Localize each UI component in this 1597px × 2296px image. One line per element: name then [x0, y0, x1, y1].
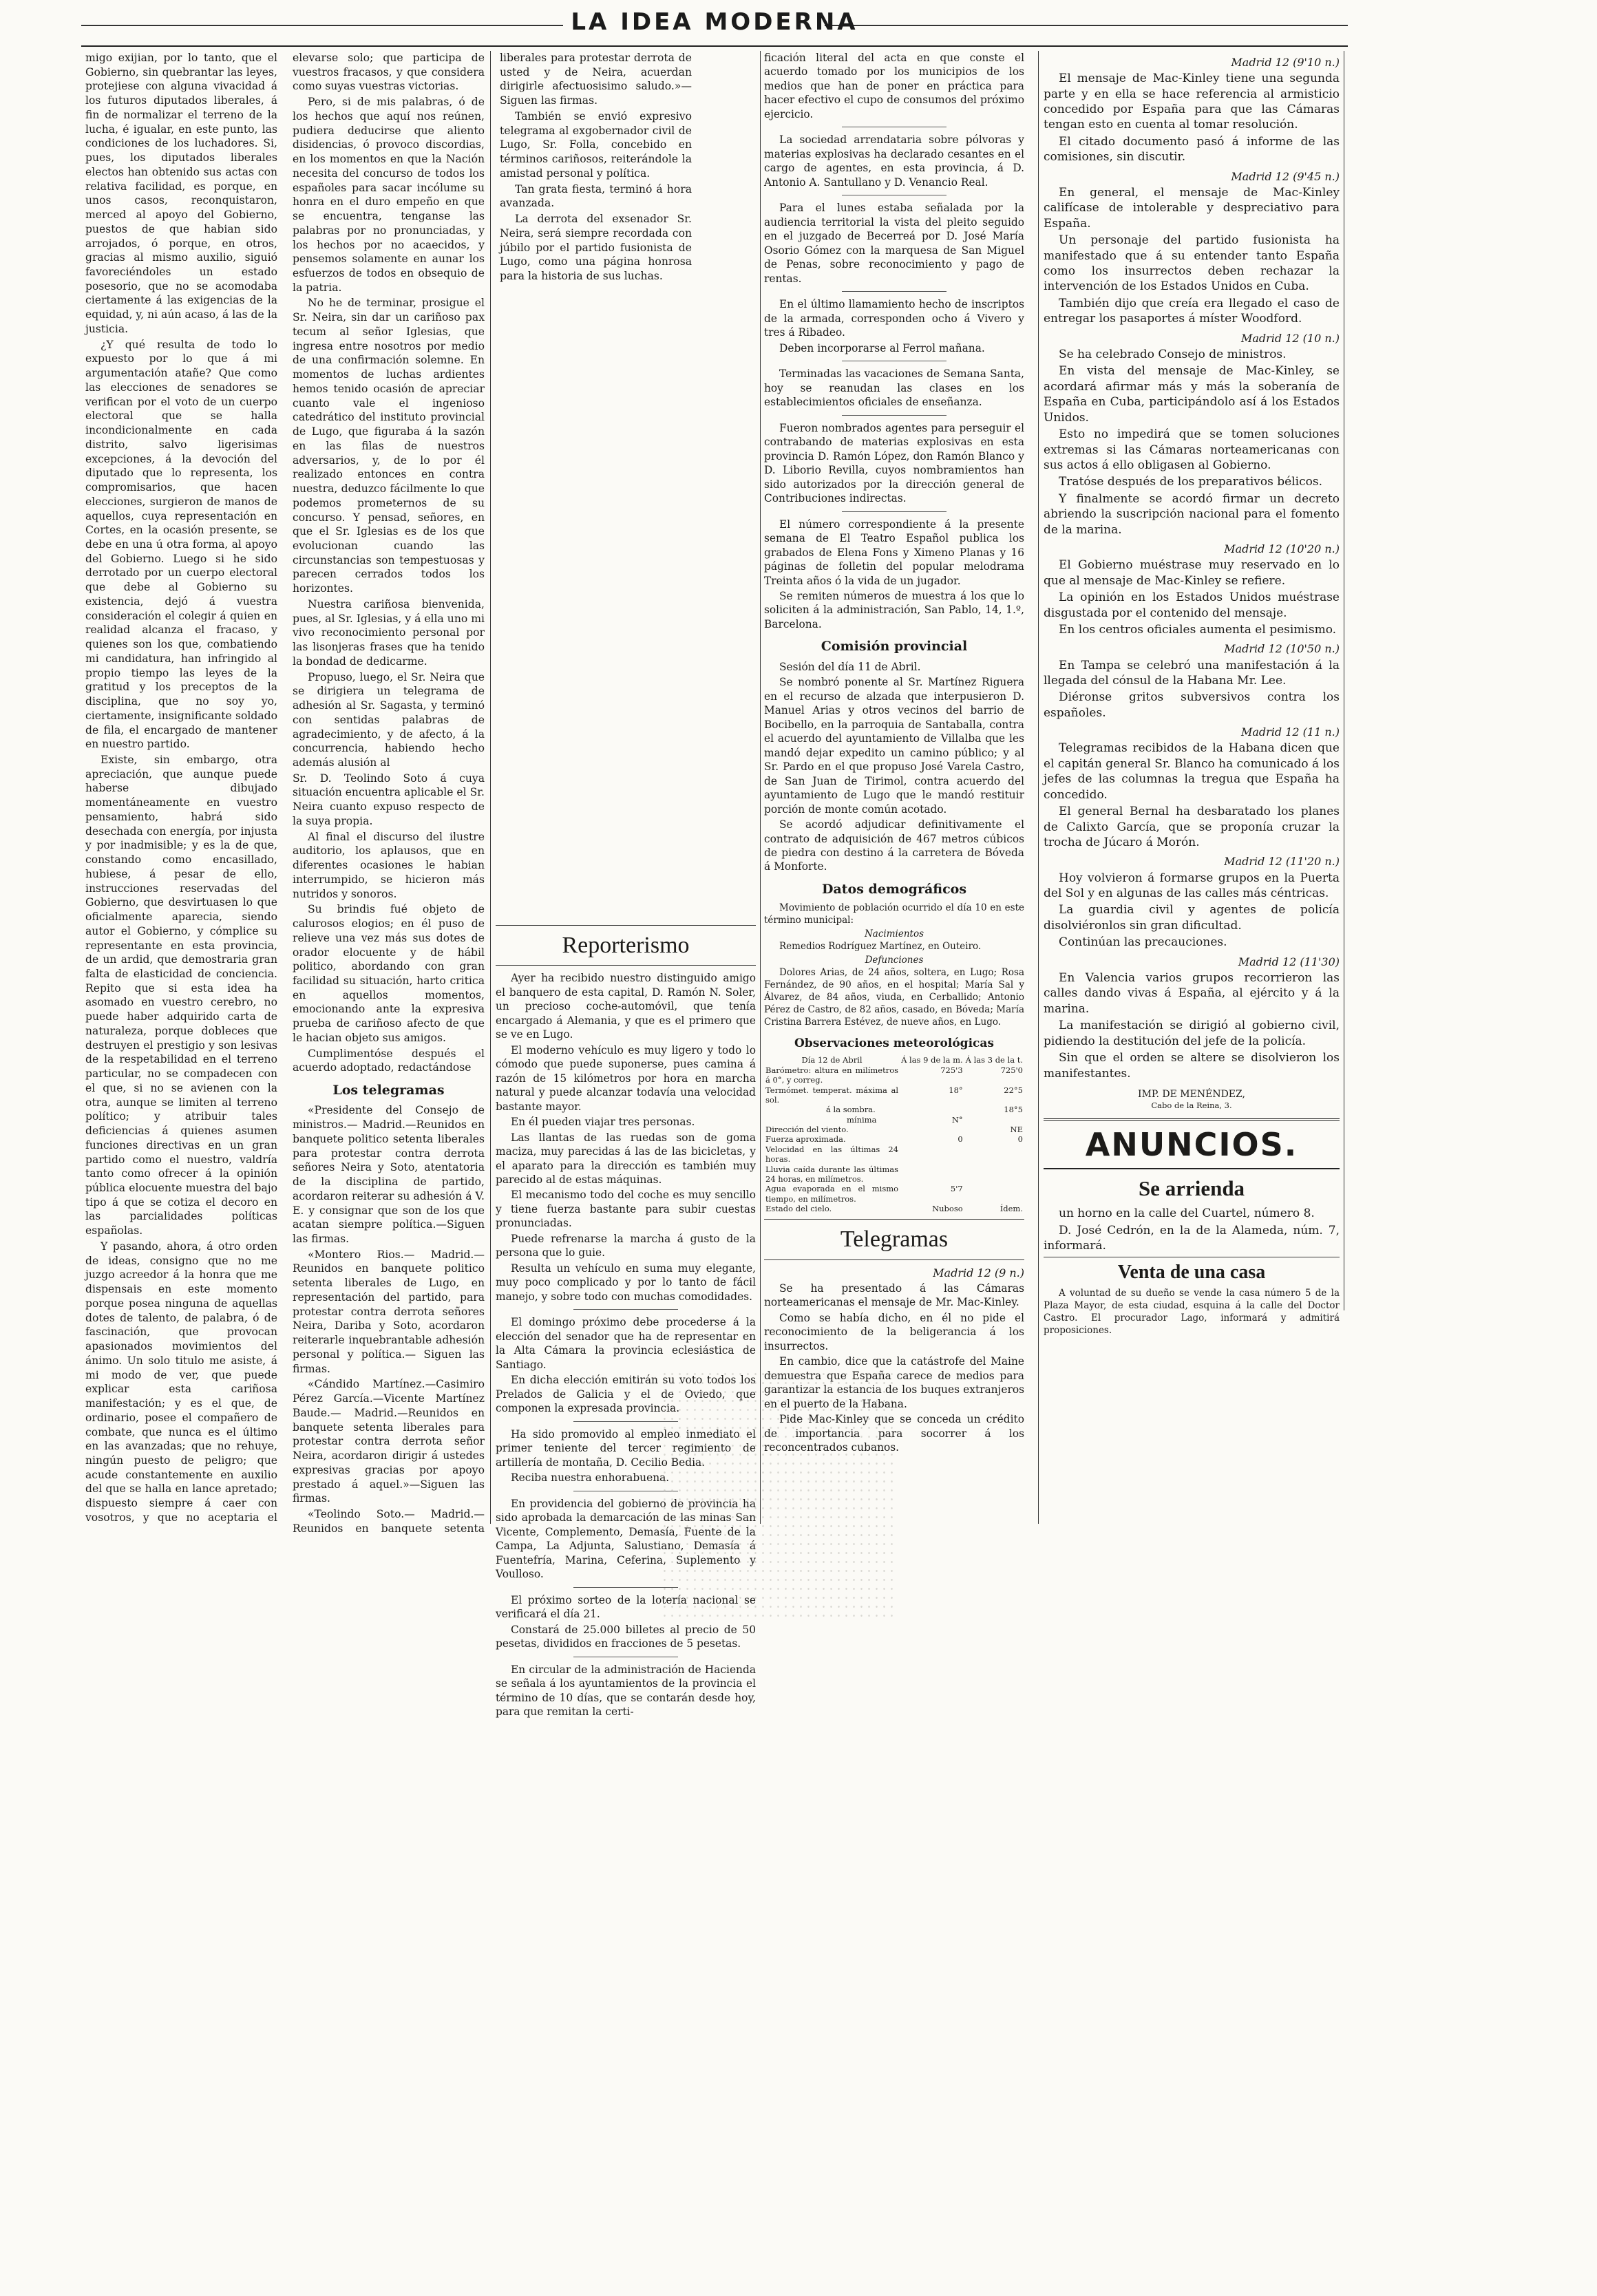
table-row [764, 1115, 1024, 1125]
imprint-name: IMP. DE MENÉNDEZ, [1138, 1088, 1245, 1100]
table-row [764, 1184, 1024, 1204]
ad-title-venta-casa: Venta de una casa [1044, 1257, 1340, 1286]
paragraph: El mecanismo todo del coche es muy sencillo y tiene fuerza bastante para subir cuestas pronunciadas. [496, 1189, 756, 1230]
paragraph: En dicha elección emitirán su voto todos los Prelados de Galicia y el de Oviedo, que componen la expresada provincia. [496, 1374, 756, 1415]
paragraph: También dijo que creía era llegado el caso de entregar los pasaportes á míster Woodford. [1044, 296, 1340, 326]
table-row [764, 1125, 1024, 1134]
paragraph: ¿Y qué resulta de todo lo expuesto por lo que á mi argumentación atañe? Que como las elecciones de senadores se verifican por el voto de un cuerpo electoral que se halla incondicionalmente en cada distrito, salvo ligerisimas excepciones, á la devoción del diputado que lo representa, los compromisarios, que hacen elecciones, surgieron de manos de aquellos, cuya representación en Cortes, en la ocasión presente, se debe en una ú otra forma, al apoyo del Gobierno. Luego si he sido derrotado por un cuerpo electoral que debe al Gobierno su existencia, dejó á vuestra consideración el colegir á quien en realidad alcanza el fracaso, y quienes son los que, combatiendo mi candidatura, han infringido al propio tiempo las leyes de la gratitud y los preceptos de la disciplina, que no soy yo, ciertamente, insignificante soldado de fila, el encargado de mantener en nuestro partido. [85, 338, 277, 751]
separator [842, 511, 946, 512]
table-cell: 18°5 [1004, 1105, 1023, 1115]
table-cell: 18° [949, 1085, 963, 1095]
paragraph: Propuso, luego, el Sr. Neira que se dirigiera un telegrama de adhesión al Sr. Sagasta, y terminó con sentidas palabras de agradecimiento, y de afecto, á la concurrencia, habiendo hecho además alusión al [293, 670, 485, 769]
table-cell [964, 1145, 1024, 1165]
paragraph: Un personaje del partido fusionista ha manifestado que á su entender tanto España como los insurrectos deben rechazar la intervención de los Estados Unidos en Cuba. [1044, 233, 1340, 294]
paragraph: Sin que el orden se altere se disolvieron los manifestantes. [1044, 1051, 1340, 1081]
table-header: Á las 3 de la t. [965, 1055, 1023, 1065]
paragraph: Movimiento de población ocurrido el día 10 en este término municipal: [764, 902, 1024, 926]
paragraph: ficación literal del acta en que conste el acuerdo tomado por los municipios de los medios que han de poner en práctica para hacer efectivo el cupo de consumos del próximo ejercicio. [764, 52, 1024, 120]
paragraph: El próximo sorteo de la lotería nacional se verificará el día 21. [496, 1593, 756, 1621]
paragraph: El general Bernal ha desbaratado los planes de Calixto García, que se proponía cruzar la trocha de Júcaro á Morón. [1044, 805, 1340, 850]
paragraph: Existe, sin embargo, otra apreciación, que aunque puede haberse dibujado momentáneamente en vuestro pensamiento, habrá sido desechada con energía, por injusta y por inadmisible; y es la de que, constando como encasillado, hubiese, á pesar de ello, instrucciones reservadas del Gobierno, que desvirtuasen lo que oficialmente aparecia, siendo autor el Gobierno, y cómplice su representante en esta provincia, de un ardid, que demostraria gran falta de elasticidad de conciencia. Repito que si esta idea ha asomado en vuestro cerebro, no puede haber adquirido carta de naturaleza, porque dobleces que destruyen el prestigio y son lesivas de la respetabilidad en el terreno particular, no se compadecen con el que, si no se avienen con la otra, aunque se limiten al terreno político; y atribuir tales deficiencias á quienes asumen funciones directivas en un gran partido como el nuestro, valdría tanto como ofrecer á la opinión pública elocuente muestra del bajo tipo á que se cotiza el decoro en las parcialidades políticas españolas. [85, 753, 277, 1237]
table-cell [964, 1115, 1024, 1125]
paragraph: El moderno vehículo es muy ligero y todo lo cómodo que puede suponerse, pues camina á razón de 15 kilómetros por hora en marcha natural y puede alcanzar todavía una velocidad bastante mayor. [496, 1043, 756, 1113]
paragraph: Fueron nombrados agentes para perseguir el contrabando de materias explosivas en esta provincia D. Ramón López, don Ramón Blanco y D. Liborio Revilla, cuyos nombramientos han sido autorizados por la dirección general de Contribuciones indirectas. [764, 421, 1024, 505]
weather-table [764, 1055, 1024, 1213]
paragraph: En vista del mensaje de Mac-Kinley, se acordará afirmar más y más la soberanía de España en Cuba, participándolo así á los Estados Unidos. [1044, 364, 1340, 425]
paragraph: El Gobierno muéstrase muy reservado en lo que al mensaje de Mac-Kinley se refiere. [1044, 558, 1340, 588]
paragraph: Se remiten números de muestra á los que lo soliciten á la administración, San Pablo, 14, 1.º, Barcelona. [764, 589, 1024, 630]
table-cell [964, 1165, 1024, 1184]
newspaper-title: LA IDEA MODERNA [571, 8, 858, 36]
paragraph: Pide Mac-Kinley que se conceda un crédito de importancia para socorrer á los reconcentrados cubanos. [764, 1413, 1024, 1454]
printer-imprint [1044, 1088, 1340, 1112]
table-row [764, 1055, 1024, 1065]
paragraph: Al final el discurso del ilustre auditorio, los aplausos, que en diferentes ocasiones le habian interrumpido, se hicieron más nutridos y sonoros. [293, 830, 485, 900]
telegram-dateline: Madrid 12 (10'20 n.) [1224, 542, 1340, 556]
paragraph: Y pasando, ahora, á otro orden de ideas, consigno que no me juzgo acreedor á la honra que me dispensais en este momento porque posea ninguna de aquellas dotes de talento, de palabra, ó de fascinación, que provocan apasionados movimientos del ánimo. Un solo titulo me asiste, á mi modo de ver, que puede explicar esta cariñosa manifestación; y es el que, de ordinario, posee el compañero de combate, que nunca es el último en las avanzadas; que no rehuye, ningún puesto de peligro; que acude constantemente en auxilio del que se halla en lance apretado; dispuesto siempre á caer con vosotros, y que no aceptaria el elevarse solo; que participa de vuestros fracasos, y que considera como suyas vuestras victorias. [85, 52, 485, 1524]
paragraph: Nuestra cariñosa bienvenida, pues, al Sr. Iglesias, y á ella uno mi vivo reconocimiento personal por las lisonjeras frases que ha tenido la bondad de dedicarme. [293, 597, 485, 668]
table-cell: 0 [958, 1134, 963, 1145]
table-row [764, 1134, 1024, 1144]
section-title-reporterismo: Reporterismo [496, 925, 756, 966]
table-cell [900, 1105, 964, 1114]
paragraph: Su brindis fué objeto de calurosos elogios; en él puso de relieve una vez más sus dotes de orador elocuente y de hábil politico, abordando con gran facilidad su situación, harto critica en aquellos momentos, emocionando ante la expresiva prueba de cariñoso afecto de que le hacian objeto sus amigos. [293, 903, 485, 1044]
scan-noise [661, 1370, 895, 1617]
table-cell: 0 [1017, 1134, 1023, 1145]
table-row [764, 1145, 1024, 1165]
paragraph: Esto no impedirá que se tomen soluciones extremas si las Cámaras norteamericanas con sus actos á ello obligasen al Gobierno. [1044, 427, 1340, 472]
paragraph: migo exijian, por lo tanto, que el Gobierno, sin quebrantar las leyes, protejiese con alguna vivacidad á los futuros diputados liberales, á fin de normalizar el terreno de la lucha, é igualar, en este punto, las condiciones de los luchadores. Si, pues, los diputados liberales electos han obtenido sus actas con relativa facilidad, es porque, en unos casos, reconquistaron, merced al apoyo del Gobierno, puestos de que habian sido arrojados, ó porque, en otros, gracias al mismo auxilio, siguió favoreciéndoles un estado posesorio, que no se acomodaba ciertamente á las exigencias de la equidad, y, ni aún acaso, á las de la justicia. [85, 52, 277, 335]
paragraph: Dolores Arias, de 24 años, soltera, en Lugo; Rosa Fernández, de 90 años, en el hospital; María Sal y Álvarez, de 84 años, viuda, en Cerballido; Antonio Pérez de Castro, de 82 años, casado, en Bóveda; María Cristina Barrera Estévez, de nueve años, en Lugo. [764, 967, 1024, 1028]
table-header: Á las 9 de la m. [901, 1055, 963, 1065]
paragraph: Se ha presentado á las Cámaras norteamericanas el mensaje de Mr. Mac-Kinley. [764, 1282, 1024, 1309]
separator [842, 415, 946, 416]
paragraph: «Teolindo Soto.— Madrid.— Reunidos en banquete setenta liberales para protestar derrota de usted y de Neira, acuerdan dirigirle afectuosisimo saludo.»—Siguen las firmas. [293, 52, 692, 1535]
paragraph: Sesión del día 11 de Abril. [779, 660, 921, 673]
table-cell: Dirección del viento. [765, 1125, 849, 1134]
paragraph: La guardia civil y agentes de policía disolviéronlos sin gran dificultad. [1044, 903, 1340, 933]
paragraph: Reciba nuestra enhorabuena. [511, 1471, 670, 1485]
paragraph: Se ha celebrado Consejo de ministros. [1059, 347, 1287, 361]
column-local-news [764, 51, 1024, 1524]
paragraph: «Cándido Martínez.—Casimiro Pérez García.—Vicente Martínez Baude.— Madrid.—Reunidos en banquete setenta liberales para protestar contra derrota señor Neira, acordaron dirigir á ustedes expresivas gracias por apoyo prestado á aquel.»—Siguen las firmas. [293, 1378, 485, 1505]
telegram-dateline: Madrid 12 (9 n.) [933, 1266, 1024, 1279]
table-cell: Velocidad en las últimas 24 horas. [765, 1144, 899, 1165]
paragraph: También se envió expresivo telegrama al exgobernador civil de Lugo, Sr. Folla, concebido en términos cariñosos, reiterándole la amistad personal y política. [500, 109, 692, 180]
table-row [764, 1065, 1024, 1085]
paragraph: Tratóse después de los preparativos bélicos. [1059, 475, 1322, 489]
table-cell: á la sombra. [826, 1105, 876, 1115]
ad-title-se-arrienda: Se arrienda [1138, 1176, 1245, 1201]
table-cell: 725'0 [1000, 1065, 1023, 1075]
telegram-dateline: Madrid 12 (11'30) [1238, 955, 1340, 968]
paragraph: La sociedad arrendataria sobre pólvoras y materias explosivas ha declarado cesantes en el cargo de agentes, en esta provincia, á D. Antonio A. Santullano y D. Venancio Real. [764, 134, 1024, 189]
paragraph: Puede refrenarse la marcha á gusto de la persona que lo guie. [496, 1232, 756, 1259]
section-title-los-telegramas: Los telegramas [332, 1083, 445, 1098]
column-rule [1038, 51, 1039, 1524]
paragraph: En providencia del gobierno de provincia ha sido aprobada la demarcación de las minas San Vicente, Complemento, Demasía, Fuente de la Campa, La Adjunta, Salustiano, Demasía á Fuentefría, Marina, Ceferina, Suplemento y Voulloso. [496, 1497, 756, 1581]
paragraph: Continúan las precauciones. [1059, 935, 1227, 950]
paragraph: No he de terminar, prosigue el Sr. Neira, sin dar un cariñoso pax tecum al señor Iglesias, que ingresa entre nosotros por medio de una confirmación solemne. En momentos de luchas ardientes hemos tenido ocasión de apreciar cuanto vale el ingenioso catedrático del instituto provincial de Lugo, que figuraba á la sazón en las filas de nuestros adversarios, y, de lo por él realizado entonces en contra nuestra, deduzco fácilmente lo que podemos prometernos de su concurso. Y pensad, señores, en que el Sr. Iglesias es de los que evolucionan cuando las circunstancias son tempestuosas y parecen cerrados todos los horizontes. [293, 297, 485, 595]
column-rule [490, 51, 491, 1524]
paragraph: Tan grata fiesta, terminó á hora avanzada. [500, 182, 692, 210]
table-cell: Lluvia caída durante las últimas 24 horas, en milímetros. [765, 1164, 899, 1184]
paragraph: En el último llamamiento hecho de inscriptos de la armada, corresponden ocho á Vivero y tres á Ribadeo. [764, 298, 1024, 339]
imprint-address: Cabo de la Reina, 3. [1151, 1101, 1232, 1111]
paragraph: Constará de 25.000 billetes al precio de 50 pesetas, divididos en fracciones de 5 pesetas. [496, 1623, 756, 1650]
table-cell: Nuboso [932, 1204, 963, 1213]
paragraph: Las llantas de las ruedas son de goma maciza, muy parecidas á las de las bicicletas, y el aparato para la dirección es también muy parecido al de estas máquinas. [496, 1131, 756, 1186]
paragraph: En Valencia varios grupos recorrieron las calles dando vivas á España, al ejército y á la marina. [1044, 970, 1340, 1016]
table-cell: mínima [847, 1114, 877, 1125]
paragraph: Y finalmente se acordó firmar un decreto abriendo la suscripción nacional para el fomento de la marina. [1044, 491, 1340, 537]
telegram-dateline: Madrid 12 (9'10 n.) [1231, 56, 1340, 69]
table-cell: 725'3 [940, 1065, 963, 1075]
paragraph: En general, el mensaje de Mac-Kinley califícase de intolerable y despreciativo para España. [1044, 185, 1340, 231]
paragraph: En él pueden viajar tres personas. [511, 1116, 695, 1129]
anuncios-header: ANUNCIOS. [1044, 1118, 1340, 1170]
table-cell: Agua evaporada en el mismo tiempo, en milímetros. [765, 1184, 899, 1204]
paragraph: «Montero Rios.— Madrid.— Reunidos en banquete politico setenta liberales de Lugo, en representación del partido, para protestar contra derrota señores Neira, Dariba y Soto, acordaron reiterarle inquebrantable adhesión personal y política.— Siguen las firmas. [293, 1248, 485, 1375]
paragraph: Ha sido promovido al empleo inmediato el primer teniente del tercer regimiento de artillería de montaña, D. Cecilio Bedia. [496, 1427, 756, 1469]
paragraph: El mensaje de Mac-Kinley tiene una segunda parte y en ella se hace referencia al armisticio concedido por España para que las Cámaras tengan esto en cuenta al tomar resolución. [1044, 72, 1340, 132]
paragraph: En cambio, dice que la catástrofe del Maine demuestra que España carece de medios para garantizar la estancia de los buques extranjeros en el puerto de la Habana. [764, 1355, 1024, 1410]
table-row [764, 1204, 1024, 1213]
paragraph: La manifestación se dirigió al gobierno civil, pidiendo la destitución del jefe de la policía. [1044, 1019, 1340, 1048]
paragraph: Cumplimentóse después el acuerdo adoptado, redactándose [293, 1047, 485, 1074]
table-cell [964, 1184, 1024, 1204]
paragraph: La opinión en los Estados Unidos muéstrase disgustada por el contenido del mensaje. [1044, 591, 1340, 620]
separator [842, 291, 946, 292]
paragraph: «Presidente del Consejo de ministros.— Madrid.—Reunidos en banquete politico setenta liberales para protestar contra derrota señores Neira y Soto, atentatoria de la disciplina de partido, acordaron reiterar su adhesión á V. E. y consignar que son de los que acatan siempre política.—Siguen las firmas. [293, 1104, 485, 1246]
paragraph: El citado documento pasó á informe de las comisiones, sin discutir. [1044, 134, 1340, 164]
paragraph: Diéronse gritos subversivos contra los españoles. [1044, 690, 1340, 720]
paragraph: Se acordó adjudicar definitivamente el contrato de adquisición de 467 metros cúbicos de piedra con destino á la carretera de Bóveda á Monforte. [764, 818, 1024, 873]
section-title-telegramas: Telegramas [764, 1219, 1024, 1259]
paragraph: En los centros oficiales aumenta el pesimismo. [1059, 623, 1337, 637]
telegram-dateline: Madrid 12 (10'50 n.) [1224, 642, 1340, 656]
paragraph: La derrota del exsenador Sr. Neira, será siempre recordada con júbilo por el partido fusionista de Lugo, como una página honrosa para la historia de sus luchas. [500, 213, 692, 283]
table-cell: Termómet. temperat. máxima al sol. [765, 1085, 899, 1105]
table-row [764, 1165, 1024, 1184]
paragraph: Remedios Rodríguez Martínez, en Outeiro. [779, 941, 982, 953]
paragraph: El número correspondiente á la presente semana de El Teatro Español publica los grabados de Elena Fons y Ximeno Planas y 16 páginas de folletin del popular melodrama Treinta años ó la vida de un jugador. [764, 518, 1024, 587]
table-cell: Fuerza aproximada. [765, 1134, 846, 1145]
paragraph: Deben incorporarse al Ferrol mañana. [779, 341, 985, 354]
paragraph: Como se había dicho, en él no pide el reconocimiento de la beligerancia á los insurrectos. [764, 1311, 1024, 1352]
telegram-dateline: Madrid 12 (9'45 n.) [1231, 169, 1340, 183]
paragraph: Hoy volvieron á formarse grupos en la Puerta del Sol y en algunas de las calles más céntricas. [1044, 871, 1340, 901]
table-cell: NE [1010, 1125, 1023, 1134]
ad-text: D. José Cedrón, en la de la Alameda, núm. 7, informará. [1044, 1223, 1340, 1253]
table-cell: Día 12 de Abril [801, 1055, 863, 1065]
masthead [81, 6, 1348, 47]
paragraph: Pero, si de mis palabras, ó de los hechos que aquí nos reúnen, pudiera deducirse que aliento disidencias, ó provoco discordias, en los momentos en que la Nación necesita del concurso de todos los españoles para sacar incólume su honra en el duro empeño en que se encuentra, tenganse las palabras por no pronunciadas, y los hechos por no acaecidos, y pensemos solamente en aunar los esfuerzos de todos en obsequio de la patria. [293, 96, 485, 294]
telegram-dateline: Madrid 12 (10 n.) [1240, 331, 1340, 345]
column-telegrams [1044, 51, 1340, 1538]
ad-text: A voluntad de su dueño se vende la casa número 5 de la Plaza Mayor, de esta ciudad, esquina á la calle del Doctor Castro. El procurador Lago, informará y admitirá proposiciones. [1044, 1288, 1340, 1336]
ad-text: un horno en la calle del Cuartel, número 8. [1059, 1207, 1315, 1221]
subheading-defunciones: Defunciones [865, 955, 924, 966]
section-title-observaciones: Observaciones meteorológicas [794, 1036, 994, 1050]
table-row [764, 1085, 1024, 1105]
telegram-dateline: Madrid 12 (11 n.) [1240, 725, 1340, 739]
table-row [764, 1105, 1024, 1114]
paragraph: Telegramas recibidos de la Habana dicen que el capitán general Sr. Blanco ha comunicado á los jefes de las columnas la tregua que España ha concedido. [1044, 741, 1340, 802]
telegram-dateline: Madrid 12 (11'20 n.) [1224, 855, 1340, 869]
paragraph: Sr. D. Teolindo Soto á cuya situación encuentra aplicable el Sr. Neira cuanto expuso respecto de la suya propia. [293, 772, 485, 827]
paragraph: Resulta un vehículo en suma muy elegante, muy poco complicado y por lo tanto de fácil manejo, y sobre todo con muchas comodidades. [496, 1262, 756, 1303]
paragraph: En circular de la administración de Hacienda se señala á los ayuntamientos de la provincia el término de 10 días, que se contarán desde hoy, para que remitan la certi- [496, 1663, 756, 1718]
paragraph: Se nombró ponente al Sr. Martínez Riguera en el recurso de alzada que interpusieron D. Manuel Arias y otros vecinos del barrio de Bocibello, en la parroquia de Santaballa, contra el acuerdo del ayuntamiento de Villalba que les mandó dejar expedito un camino público; y al Sr. Pardo en el que propuso José Varela Castro, de San Juan de Tirimol, contra acuerdo del ayuntamiento de Lugo que le mandó restituir porción de monte común acotado. [764, 676, 1024, 816]
table-cell: N° [951, 1114, 963, 1125]
section-title-datos-demograficos: Datos demográficos [821, 881, 967, 897]
table-cell [900, 1145, 964, 1165]
paragraph: Terminadas las vacaciones de Semana Santa, hoy se reanudan las clases en los establecimientos oficiales de enseñanza. [764, 368, 1024, 409]
paragraph: En Tampa se celebró una manifestación á la llegada del cónsul de la Habana Mr. Lee. [1044, 658, 1340, 688]
table-cell: 22°5 [1004, 1085, 1023, 1095]
table-cell [900, 1125, 964, 1134]
paragraph: Ayer ha recibido nuestro distinguido amigo el banquero de esta capital, D. Ramón N. Soler, un precioso coche-automóvil, que tenía encargado á Alemania, y que es el primero que se ve en Lugo. [496, 972, 756, 1041]
subheading-nacimientos: Nacimientos [864, 928, 924, 940]
table-cell: Barómetro: altura en milímetros á 0°, y correg. [765, 1065, 899, 1085]
table-cell: Estado del cielo. [765, 1204, 832, 1213]
table-cell: Ídem. [1000, 1204, 1023, 1213]
column-rule [760, 51, 761, 1524]
paragraph: Para el lunes estaba señalada por la audiencia territorial la vista del pleito seguido en el juzgado de Becerreá por D. José María Osorio Gómez con la marquesa de San Miguel de Penas, sobre reconocimiento y pago de rentas. [764, 202, 1024, 285]
section-title-comision-provincial: Comisión provincial [821, 639, 968, 655]
table-cell: 5'7 [950, 1184, 963, 1194]
paragraph: El domingo próximo debe procederse á la elección del senador que ha de representar en la Alta Cámara la provincia eclesiástica de Santiago. [496, 1316, 756, 1371]
separator [573, 1309, 677, 1310]
table-cell [900, 1165, 964, 1184]
